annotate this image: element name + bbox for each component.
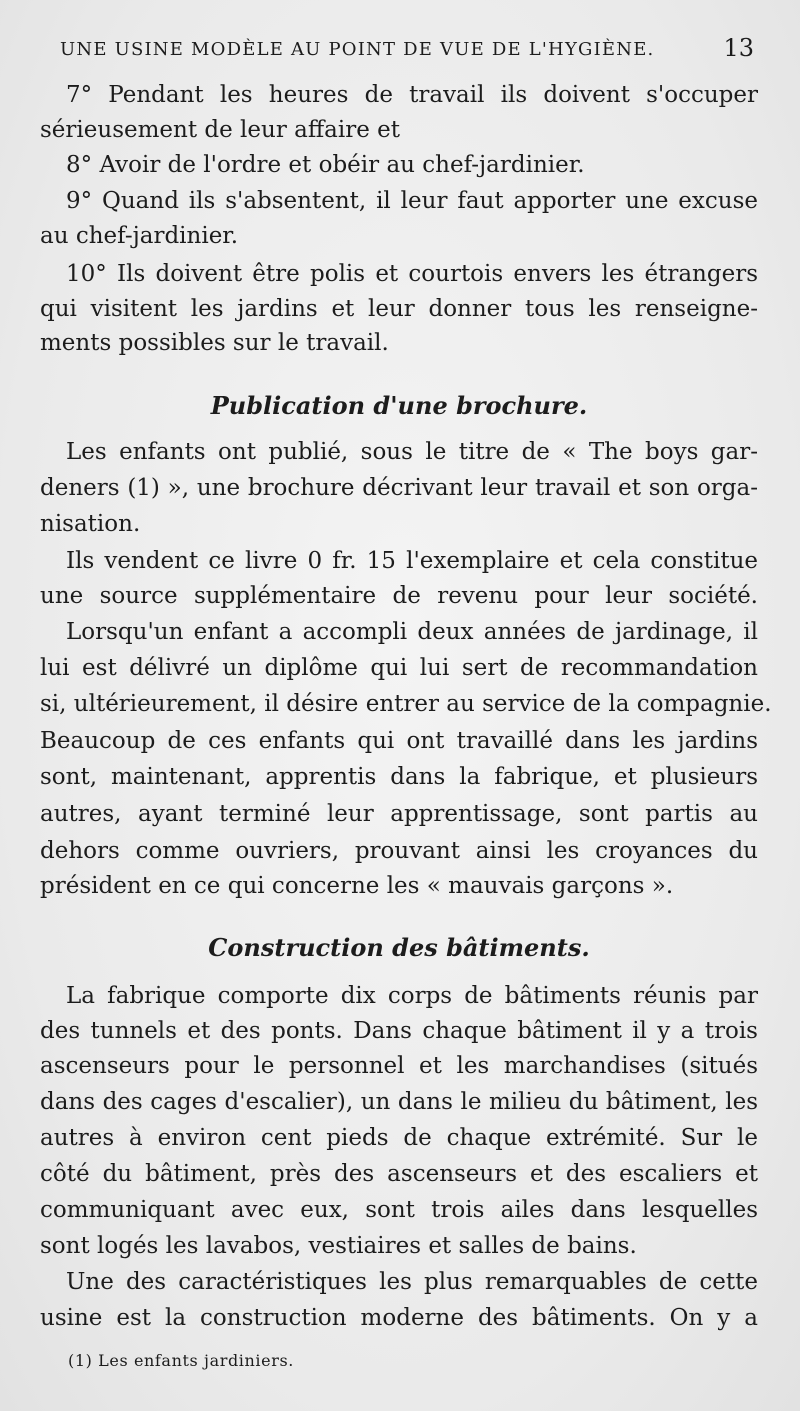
text-line: Lorsqu'un enfant a accompli deux années de jardinage, il: [66, 619, 758, 645]
text-line: sont, maintenant, apprentis dans la fabrique, et plusieurs: [40, 764, 758, 790]
text-line: au chef-jardinier.: [40, 223, 239, 249]
text-line: des tunnels et des ponts. Dans chaque bâtiment il y a trois: [40, 1018, 758, 1044]
text-line: ascenseurs pour le personnel et les marchandises (situés: [40, 1053, 758, 1079]
text-line: lui est délivré un diplôme qui lui sert de recommandation: [40, 655, 758, 681]
text-line: Beaucoup de ces enfants qui ont travaillé dans les jardins: [40, 728, 758, 754]
running-title: UNE USINE MODÈLE AU POINT DE VUE DE L'HYGIÈNE.: [60, 39, 655, 60]
text-line: dehors comme ouvriers, prouvant ainsi les croyances du: [40, 838, 758, 864]
text-line: usine est la construction moderne des bâtiments. On y a: [40, 1305, 758, 1331]
page-number: 13: [723, 34, 754, 62]
text-line: autres, ayant terminé leur apprentissage, sont partis au: [40, 801, 758, 827]
section-heading: Publication d'une brochure.: [210, 391, 588, 420]
text-line: 10° Ils doivent être polis et courtois envers les étrangers: [66, 261, 758, 287]
text-line: ments possibles sur le travail.: [40, 330, 389, 356]
footnote: (1) Les enfants jardiniers.: [68, 1351, 294, 1370]
text-line: sérieusement de leur affaire et: [40, 117, 401, 143]
text-line: qui visitent les jardins et leur donner tous les renseigne-: [40, 296, 758, 322]
text-line: nisation.: [40, 511, 141, 537]
text-line: communiquant avec eux, sont trois ailes dans lesquelles: [40, 1197, 758, 1223]
text-line: président en ce qui concerne les « mauvais garçons ».: [40, 873, 674, 899]
text-line: si, ultérieurement, il désire entrer au service de la compagnie.: [40, 691, 772, 717]
text-line: dans des cages d'escalier), un dans le milieu du bâtiment, les: [40, 1089, 758, 1115]
section-heading: Construction des bâtiments.: [208, 933, 590, 962]
text-line: une source supplémentaire de revenu pour leur société.: [40, 583, 758, 609]
text-line: La fabrique comporte dix corps de bâtiments réunis par: [66, 983, 758, 1009]
text-line: côté du bâtiment, près des ascenseurs et des escaliers et: [40, 1161, 758, 1187]
running-header: [60, 34, 760, 68]
text-line: 8° Avoir de l'ordre et obéir au chef-jardinier.: [66, 152, 585, 178]
text-line: autres à environ cent pieds de chaque extrémité. Sur le: [40, 1125, 758, 1151]
text-line: 7° Pendant les heures de travail ils doivent s'occuper: [66, 82, 758, 108]
text-line: sont logés les lavabos, vestiaires et salles de bains.: [40, 1233, 637, 1259]
text-line: 9° Quand ils s'absentent, il leur faut apporter une excuse: [66, 188, 758, 214]
text-line: Une des caractéristiques les plus remarquables de cette: [66, 1269, 758, 1295]
text-line: Ils vendent ce livre 0 fr. 15 l'exemplaire et cela constitue: [66, 548, 758, 574]
text-line: deners (1) », une brochure décrivant leur travail et son orga-: [40, 475, 758, 501]
text-line: Les enfants ont publié, sous le titre de « The boys gar-: [66, 439, 758, 465]
